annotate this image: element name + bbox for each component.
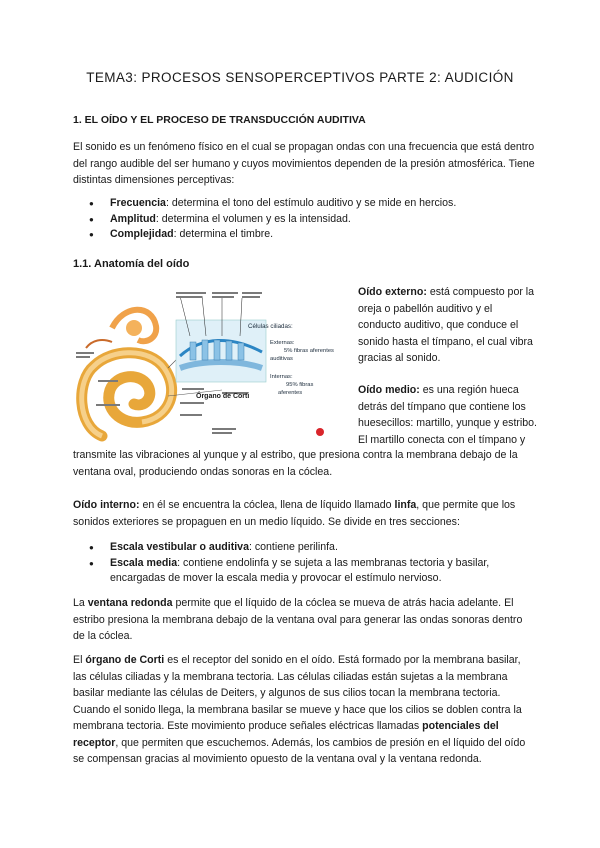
figure-label-externas: Externas: <box>270 340 295 346</box>
organo-corti-paragraph: El órgano de Corti es el receptor del sonido en el oído. Está formado por la membrana basilar, las células ciliadas y la membrana tectoria. Las células ciliadas están sujetas a la membrana basilar mediante las células de Deiters, y algunos de sus cilios tocan la membrana tectoria. Cuando el sonido llega, la membrana basilar se mueve y hace que los cilios se doblen contra la membrana tectoria. Este movimiento produce señales eléctricas llamadas potenciales del receptor, que permiten que escuchemos. Además, los cambios de presión en el líquido del oído se compensan gracias al movimiento opuesto de la ventana oval y la ventana redonda. <box>73 654 526 765</box>
page-title: TEMA3: PROCESOS SENSOPERCEPTIVOS PARTE 2: AUDICIÓN <box>86 70 514 85</box>
figure-label-internas-detail: 95% fibras <box>286 382 314 388</box>
figure-label-ciliadas: Células ciliadas: <box>248 323 293 330</box>
list-item: ● Escala vestibular o auditiva: contiene perilinfa. <box>73 540 535 556</box>
oido-externo-paragraph: Oído externo: está compuesto por la oreja o pabellón auditivo y el conducto auditivo, que conduce el sonido hasta el tímpano, el cual vibra gracias al sonido. <box>358 286 535 364</box>
intro-paragraph: El sonido es un fenómeno físico en el cual se propagan ondas con una frecuencia que está dentro del rango audible del ser humano y cuyos movimientos dependen de la presión atmosférica. Tiene distintas dimensiones perceptivas: <box>73 141 535 186</box>
figure-label-internas-detail-2: aferentes <box>278 390 303 396</box>
figure-label-externas-detail: 5% fibras aferentes <box>284 348 334 354</box>
oido-medio-paragraph: Oído medio: es una región hueca detrás del tímpano que contiene los huesecillos: martillo, yunque y estribo. El martillo conecta con el tímpano y <box>358 384 538 446</box>
list-item: ● Amplitud: determina el volumen y es la intensidad. <box>73 212 535 228</box>
dimensions-list <box>73 196 535 243</box>
figure-label-externas-detail-2: auditivas <box>270 356 293 362</box>
list-item: ● Complejidad: determina el timbre. <box>73 227 535 243</box>
list-item: ● Frecuencia: determina el tono del estímulo auditivo y se mide en hercios. <box>73 196 535 212</box>
figure-caption: Órgano de Corti <box>196 393 250 400</box>
subsection-heading: 1.1. Anatomía del oído <box>73 258 190 270</box>
ear-illustration <box>72 286 354 442</box>
section-heading: 1. EL OÍDO Y EL PROCESO DE TRANSDUCCIÓN AUDITIVA <box>73 114 366 126</box>
ventana-redonda-paragraph: La ventana redonda permite que el líquido de la cóclea se mueva de atrás hacia adelante. El estribo presiona la membrana debajo de la ventana oval para generar las ondas sonoras dentro de la cóclea. <box>73 597 523 642</box>
figure-label-internas: Internas: <box>270 374 293 380</box>
ear-anatomy-figure <box>72 286 354 442</box>
marker-dot <box>316 428 324 436</box>
secciones-list <box>73 540 535 587</box>
oido-medio-continued: transmite las vibraciones al yunque y al estribo, que presiona contra la membrana debajo de la ventana oval, produciendo ondas sonoras en la cóclea. <box>73 449 518 478</box>
list-item: ● Escala media: contiene endolinfa y se sujeta a las membranas tectoria y basilar, encargadas de mover la escala media y provocar el estímulo nervioso. <box>73 556 535 587</box>
oido-interno-paragraph: Oído interno: en él se encuentra la cóclea, llena de líquido llamado linfa, que permite que los sonidos exteriores se propaguen en un medio líquido. Se divide en tres secciones: <box>73 499 516 528</box>
